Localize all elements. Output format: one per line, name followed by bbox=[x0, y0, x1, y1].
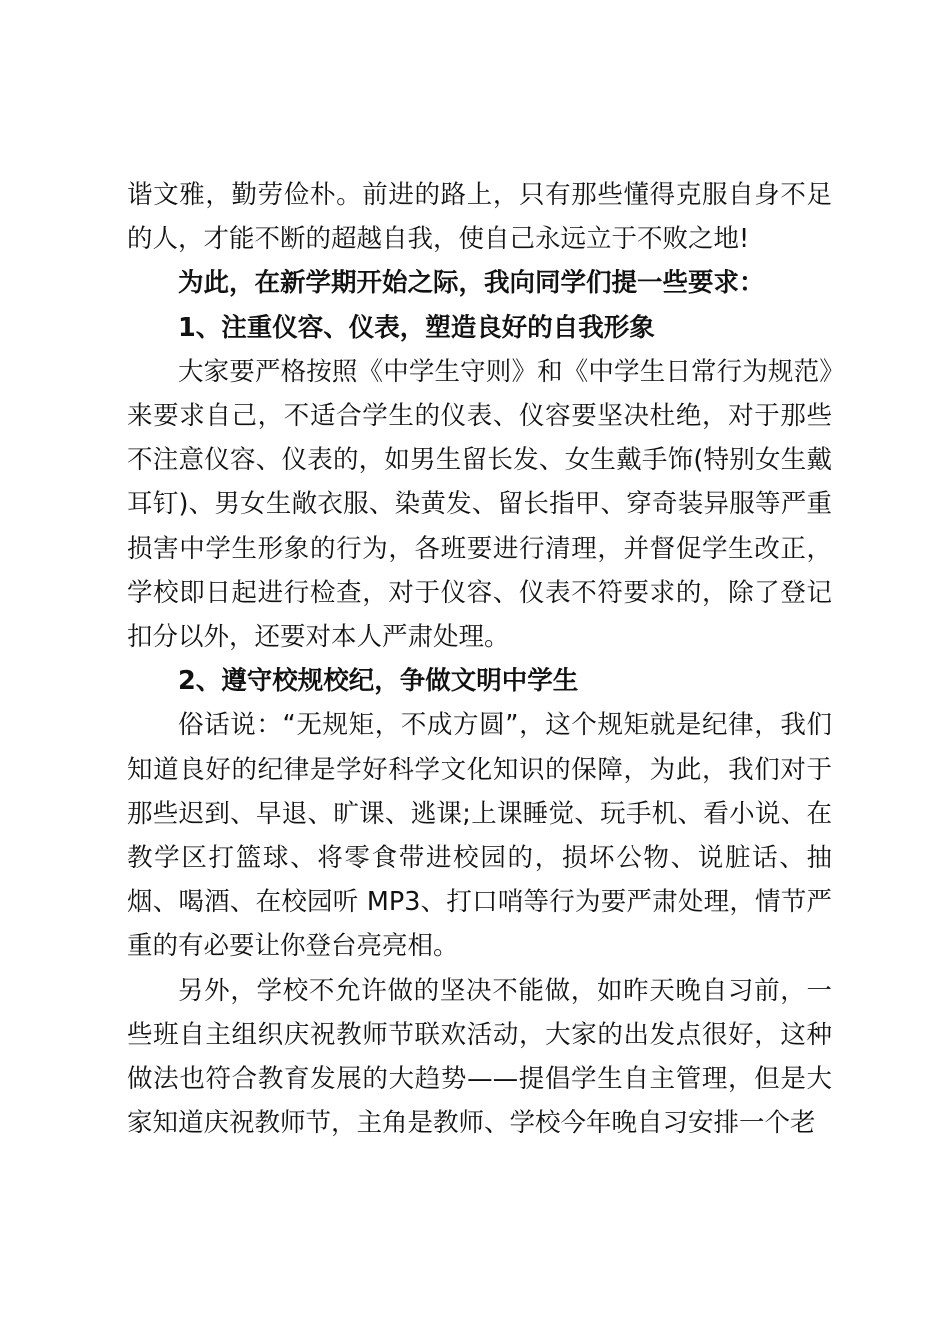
paragraph-1: 谐文雅，勤劳俭朴。前进的路上，只有那些懂得克服自身不足的人，才能不断的超越自我，使自己永远立于不败之地! bbox=[127, 180, 832, 255]
section-heading-2: 2、遵守校规校纪，争做文明中学生 bbox=[178, 666, 579, 697]
paragraph-additional: 另外，学校不允许做的坚决不能做，如昨天晚自习前，一些班自主组织庆祝教师节联欢活动，大家的出发点很好，这种做法也符合教育发展的大趋势——提倡学生自主管理，但是大家知道庆祝教师节，主角是教师、学校今年晚自习安排一个老 bbox=[127, 975, 832, 1139]
document-page bbox=[127, 173, 832, 1145]
section-heading-1: 1、注重仪容、仪表，塑造良好的自我形象 bbox=[178, 312, 655, 343]
paragraph-2-intro: 为此，在新学期开始之际，我向同学们提一些要求： bbox=[178, 268, 765, 299]
paragraph-discipline: 俗话说：“无规矩，不成方圆”，这个规矩就是纪律，我们知道良好的纪律是学好科学文化知识的保障，为此，我们对于那些迟到、早退、旷课、逃课;上课睡觉、玩手机、看小说、在教学区打篮球、将零食带进校园的，损坏公物、说脏话、抽烟、喝酒、在校园听 MP3、打口哨等行为要严肃处理，情节严重的有必要让你登台亮亮相。 bbox=[127, 710, 832, 962]
paragraph-appearance: 大家要严格按照《中学生守则》和《中学生日常行为规范》来要求自己，不适合学生的仪表、仪容要坚决杜绝，对于那些不注意仪容、仪表的，如男生留长发、女生戴手饰(特别女生戴耳钉)、男女生敞衣服、染黄发、留长指甲、穿奇装异服等严重损害中学生形象的行为，各班要进行清理，并督促学生改正，学校即日起进行检查，对于仪容、仪表不符要求的，除了登记扣分以外，还要对本人严肃处理。 bbox=[127, 356, 832, 653]
